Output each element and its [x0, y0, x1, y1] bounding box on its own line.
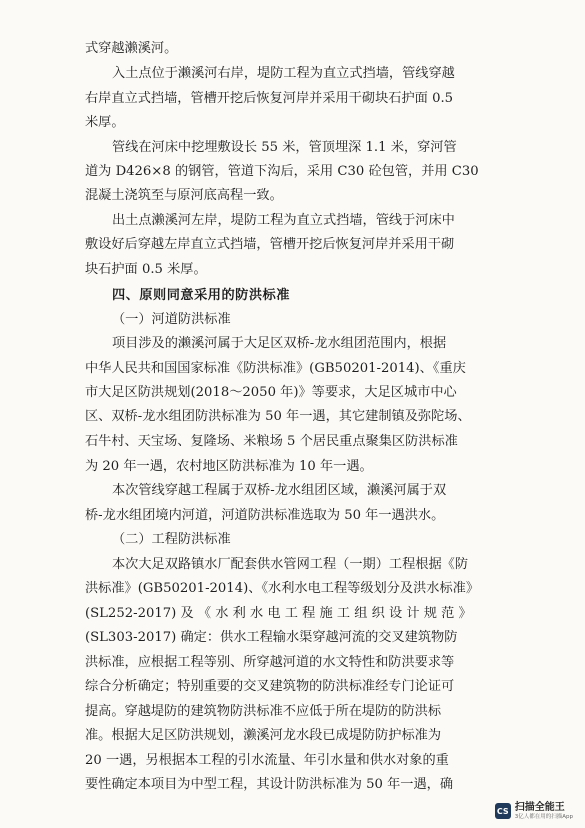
section-heading: 四、原则同意采用的防洪标准	[112, 288, 290, 303]
text-line: 洪标准》(GB50201-2014)、《水利水电工程等级划分及洪水标准》	[85, 581, 480, 596]
text-line: 管线在河床中挖埋敷设长 55 米，管顶埋深 1.1 米，穿河管	[112, 140, 457, 155]
text-line: 本次大足双路镇水厂配套供水管网工程（一期）工程根据《防	[112, 557, 469, 572]
camscanner-logo-icon: CS	[495, 803, 511, 819]
text-line: 综合分析确定；特别重要的交叉建筑物的防洪标准经专门论证可	[85, 679, 455, 694]
text-line: 本次管线穿越工程属于双桥-龙水组团区域，濑溪河属于双	[112, 483, 447, 498]
text-line: 右岸直立式挡墙，管槽开挖后恢复河岸并采用干砌块石护面 0.5	[85, 91, 454, 106]
text-line: 中华人民共和国国家标准《防洪标准》(GB50201-2014)、《重庆	[85, 361, 466, 376]
subsection-heading: （一）河道防洪标准	[112, 312, 231, 327]
text-line: (SL303-2017) 确定：供水工程输水渠穿越河流的交叉建筑物防	[85, 630, 458, 645]
text-line: 区、双桥-龙水组团防洪标准为 50 年一遇，其它建制镇及弥陀场、	[85, 409, 471, 424]
text-line: 准。根据大足区防洪规划，濑溪河龙水段已成堤防防护标准为	[85, 728, 442, 743]
subsection-heading: （二）工程防洪标准	[112, 532, 231, 547]
text-line: 米厚。	[85, 115, 125, 130]
text-line: 出土点濑溪河左岸，堤防工程为直立式挡墙，管线于河床中	[112, 213, 455, 228]
scanner-watermark	[495, 803, 573, 821]
text-line: (SL252-2017) 及 《 水 利 水 电 工 程 施 工 组 织 设 计 规 范 》	[85, 606, 472, 621]
text-line: 提高。穿越堤防的建筑物防洪标准不应低于所在堤防的防洪标	[85, 704, 442, 719]
text-line: 市大足区防洪规划(2018～2050 年)》等要求，大足区城市中心	[85, 385, 457, 400]
text-line: 入土点位于濑溪河右岸，堤防工程为直立式挡墙，管线穿越	[112, 66, 455, 81]
text-line: 敷设好后穿越左岸直立式挡墙，管槽开挖后恢复河岸并采用干砌	[85, 237, 455, 252]
text-line: 桥-龙水组团境内河道，河道防洪标准选取为 50 年一遇洪水。	[85, 508, 445, 523]
text-line: 洪标准，应根据工程等别、所穿越河道的水文特性和防洪要求等	[85, 655, 455, 670]
text-line: 20 一遇，另根据本工程的引水流量、年引水量和供水对象的重	[85, 753, 449, 768]
text-line: 块石护面 0.5 米厚。	[85, 262, 207, 277]
text-line: 道为 D426×8 的钢管，管道下沟后，采用 C30 砼包管，并用 C30	[85, 164, 479, 179]
watermark-subtitle: 3亿人都在用的扫描App	[514, 813, 573, 820]
watermark-title: 扫描全能王	[514, 801, 565, 813]
text-line: 式穿越濑溪河。	[85, 41, 178, 56]
text-line: 混凝土浇筑至与原河底高程一致。	[85, 188, 283, 203]
text-line: 石牛村、天宝场、复隆场、米粮场 5 个居民重点聚集区防洪标准	[85, 434, 458, 449]
text-line: 为 20 年一遇，农村地区防洪标准为 10 年一遇。	[85, 459, 373, 474]
text-line: 要性确定本项目为中型工程，其设计防洪标准为 50 年一遇，确	[85, 777, 454, 792]
text-line: 项目涉及的濑溪河属于大足区双桥-龙水组团范围内，根据	[112, 336, 447, 351]
